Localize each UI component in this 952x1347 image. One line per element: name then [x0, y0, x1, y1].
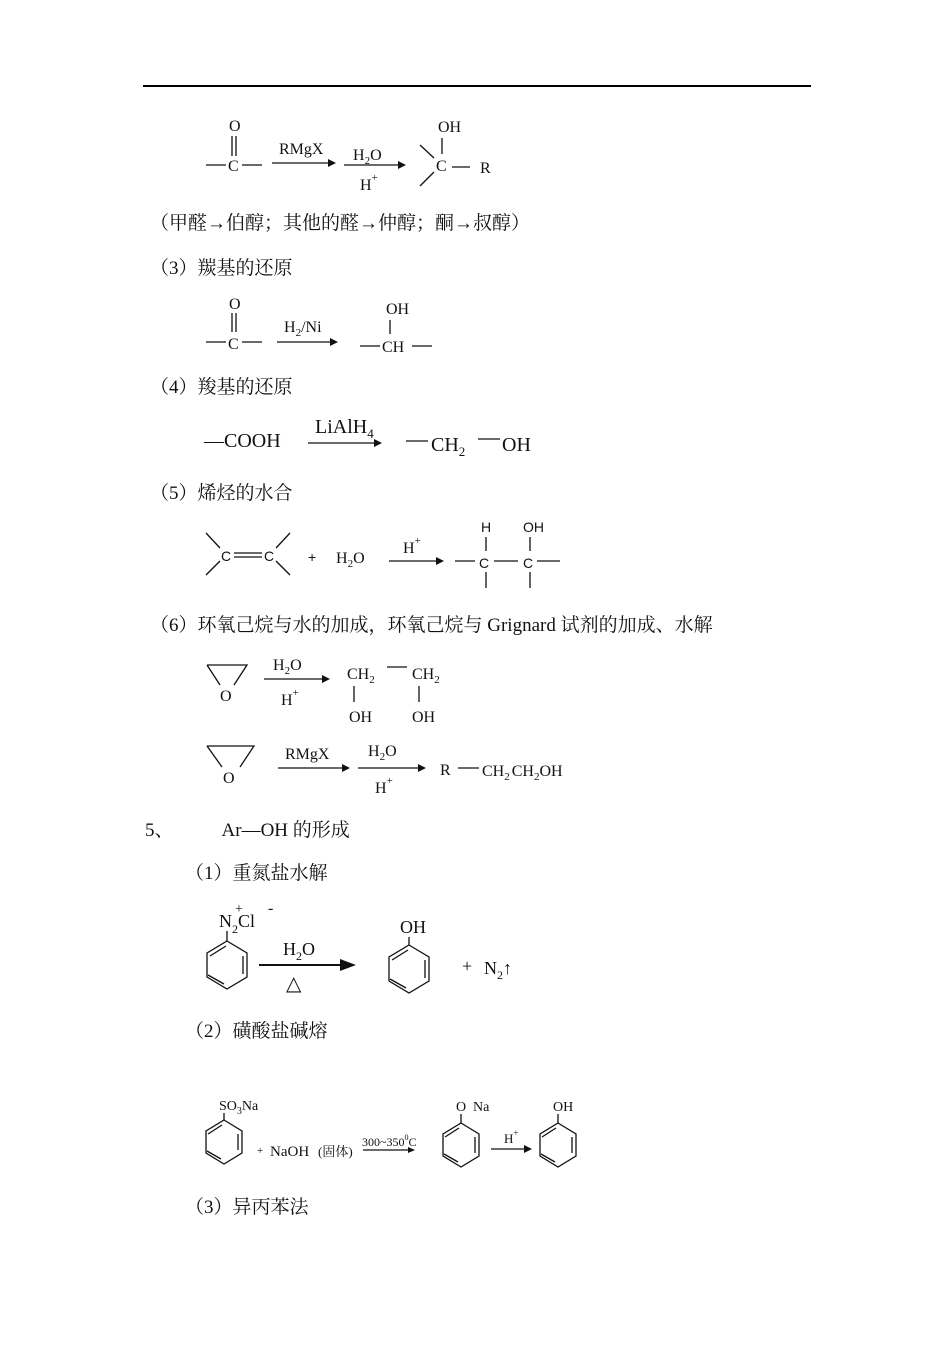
svg-text:H+: H+: [375, 775, 393, 797]
svg-text:OH: OH: [553, 1100, 574, 1115]
atom-O: O: [229, 118, 241, 135]
svg-text:+: +: [308, 549, 317, 565]
svg-text:OH: OH: [502, 434, 531, 456]
svg-text:R: R: [440, 762, 451, 779]
heading-number: 5、: [145, 820, 174, 841]
svg-text:H+: H+: [281, 687, 299, 709]
group-cooh: —COOH: [204, 430, 281, 452]
reagent-rmgx: RMgX: [279, 141, 324, 158]
svg-text:OH: OH: [349, 709, 373, 726]
heat-symbol: △: [286, 973, 302, 995]
svg-text:CH: CH: [382, 339, 405, 356]
svg-text:300~3500C: $300\sim 350^0C$: [362, 1133, 417, 1149]
svg-text:N2Cl: $N_2Cl$: [219, 911, 256, 936]
svg-text:O: O: [223, 770, 235, 787]
svg-text:NaOH: NaOH: [270, 1144, 310, 1160]
svg-text:CH2: $CH_2$: [412, 666, 440, 686]
section-carbonyl-reduction: （3）羰基的还原: [150, 258, 293, 279]
svg-text:+: +: [462, 956, 473, 976]
section-epoxide-addition: （6）环氧己烷与水的加成，环氧己烷与 Grignard 试剂的加成、水解: [150, 615, 713, 636]
svg-text:C: C: [264, 548, 275, 564]
svg-text:N2↑: $N_2↑$: [484, 958, 512, 982]
note-aldehyde-alcohol: （甲醛→伯醇；其他的醛→仲醇；酮→叔醇）: [150, 213, 531, 234]
svg-text:C: C: [523, 555, 534, 571]
heading-title: Ar—OH 的形成: [221, 820, 350, 841]
svg-text:H2O: $H_2O$: [336, 550, 365, 570]
svg-text:C: C: [479, 555, 490, 571]
svg-text:C: C: [228, 336, 239, 353]
svg-text:H2O: $H_2O$: [368, 743, 397, 763]
svg-text:Na: Na: [473, 1100, 490, 1115]
atom-C: C: [228, 158, 239, 175]
svg-text:C: C: [436, 158, 447, 175]
svg-text:H2O: $H_2O$: [283, 939, 315, 963]
svg-text:OH: OH: [400, 917, 426, 937]
svg-text:H: H: [481, 519, 492, 535]
svg-text:H2O: $H_2O$: [353, 147, 382, 167]
atom-OH: OH: [438, 119, 462, 136]
svg-text:CH2: $CH_2$: [431, 434, 466, 459]
section-carboxyl-reduction: （4）羧基的还原: [150, 377, 293, 398]
atom-R: R: [480, 160, 491, 177]
svg-text:O: O: [229, 296, 241, 313]
section-alkene-hydration: （5）烯烃的水合: [150, 483, 293, 504]
svg-text:-: -: [268, 900, 274, 917]
svg-text:H+: H+: [360, 172, 378, 194]
epoxide-O: O: [220, 688, 232, 705]
svg-text:O: O: [456, 1100, 467, 1115]
svg-text:OH: OH: [412, 709, 436, 726]
svg-text:LiAlH4: LiAlH$_4$: [315, 416, 374, 441]
section-cumene-process: （3）异丙苯法: [185, 1197, 309, 1218]
svg-text:C: C: [221, 548, 232, 564]
svg-text:OH: OH: [386, 301, 410, 318]
section-sulfonate-fusion: （2）磺酸盐碱熔: [185, 1021, 328, 1042]
svg-text:H+: H+: [504, 1128, 519, 1146]
svg-text:OH: OH: [523, 519, 544, 535]
svg-text:SO3Na: $SO_3Na$: [219, 1099, 259, 1117]
section-diazonium-hydrolysis: （1）重氮盐水解: [185, 863, 328, 884]
svg-text:+: +: [235, 902, 243, 917]
svg-text:CH2: $CH_2$: [347, 666, 375, 686]
svg-text:H+: H+: [403, 535, 421, 557]
svg-text:H2O: $H_2O$: [273, 657, 302, 677]
svg-text:+: +: [257, 1145, 264, 1157]
svg-text:RMgX: RMgX: [285, 746, 330, 763]
svg-text:CH2CH2OH: $CH_2$ $CH_2OH$: [482, 763, 563, 783]
svg-text:H2/Ni: $H_2/Ni$: [284, 319, 322, 339]
svg-text:(固体): (固体): [318, 1144, 353, 1159]
